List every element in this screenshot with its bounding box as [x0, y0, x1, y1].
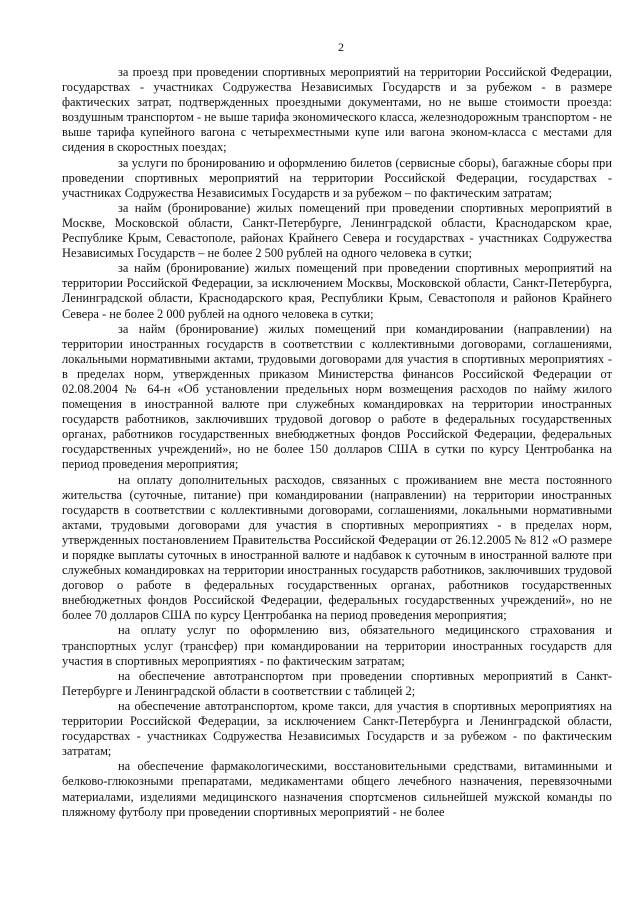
paragraph-lodging-other-regions: за найм (бронирование) жилых помещений при проведении спортивных мероприятий на территории Российской Федерации, за исключением Москвы, Московской области, Санкт-Петербурга, Ленинградской области, Краснодарского края, Республики Крым, Севастополя и районов Крайнего Севера - не более 2 000 рублей на одного человека в сутки; [62, 261, 612, 321]
page-number: 2 [338, 40, 344, 54]
paragraph-visa-insurance-transfer: на оплату услуг по оформлению виз, обязательного медицинского страхования и транспортных услуг (трансфер) при командировании на территории иностранных государств для участия в спортивных мероприятиях - по фактическим затратам; [62, 623, 612, 668]
paragraph-transport-spb: на обеспечение автотранспортом при проведении спортивных мероприятий в Санкт-Петербурге и Ленинградской области в соответствии с таблицей 2; [62, 668, 612, 698]
paragraph-travel-expenses: за проезд при проведении спортивных мероприятий на территории Российской Федерации, государствах - участниках Содружества Независимых Государств и за рубежом - в размере фактических затрат, подтвержденных проездными документами, но не выше стоимости проезда: воздушным транспортом - не выше тарифа экономического класса, железнодорожным транспортом - не выше тарифа купейного вагона с четырехместными купе или вагона эконом-класса с местами для сидения в скоростных поездах; [62, 65, 612, 155]
paragraph-lodging-major-regions: за найм (бронирование) жилых помещений при проведении спортивных мероприятий в Москве, Московской области, Санкт-Петербурге, Ленинградской области, Краснодарском крае, Республике Крым, Севастополе, районах Крайнего Севера и государствах - участниках Содружества Независимых Государств – не более 2 500 рублей на одного человека в сутки; [62, 200, 612, 261]
paragraph-transport-other: на обеспечение автотранспортом, кроме такси, для участия в спортивных мероприятиях на территории Российской Федерации, за исключением Санкт-Петербурга и Ленинградской области, государствах - участниках Содружества Независимых Государств и за рубежом - по фактическим затратам; [62, 698, 612, 759]
paragraph-per-diem-abroad: на оплату дополнительных расходов, связанных с проживанием вне места постоянного жительства (суточные, питание) при командировании (направлении) на территории иностранных государств в соответствии с коллективными договорами, соглашениями, локальными нормативными актами, трудовыми договорами для участия в спортивных мероприятиях - в пределах норм, утвержденных постановлением Правительства Российской Федерации от 26.12.2005 № 812 «О размере и порядке выплаты суточных в иностранной валюте и надбавок к суточным в иностранной валюте при служебных командировках на территории иностранных государств работников, заключивших трудовой договор о работе в федеральных государственных органах, работников государственных внебюджетных фондов Российской Федерации, федеральных государственных учреждений», но не более 70 долларов США по курсу Центробанка на период проведения мероприятия; [62, 472, 612, 623]
paragraph-lodging-abroad: за найм (бронирование) жилых помещений при командировании (направлении) на территории иностранных государств в соответствии с коллективными договорами, соглашениями, локальными нормативными актами, трудовыми договорами для участия в спортивных мероприятиях - в пределах норм, утвержденных приказом Министерства финансов Российской Федерации от 02.08.2004 № 64-н «Об установлении предельных норм возмещения расходов по найму жилого помещения в иностранной валюте при служебных командировках на территории иностранных государств работников, заключивших трудовой договор о работе в федеральных государственных органах, работников государственных внебюджетных фондов Российской Федерации, федеральных государственных учреждений», но не более 150 долларов США в сутки по курсу Центробанка на период проведения мероприятия; [62, 321, 612, 472]
paragraph-ticket-booking: за услуги по бронированию и оформлению билетов (сервисные сборы), багажные сборы при проведении спортивных мероприятий на территории Российской Федерации, государствах - участниках Содружества Независимых Государств и за рубежом – по фактическим затратам; [62, 155, 612, 200]
paragraph-medical-supplies: на обеспечение фармакологическими, восстановительными средствами, витаминными и белково-глюкозными препаратами, медикаментами общего лечебного назначения, перевязочными материалами, изделиями медицинского назначения спортсменов сильнейшей мужской команды по пляжному футболу при проведении спортивных мероприятий - не более [62, 759, 612, 819]
